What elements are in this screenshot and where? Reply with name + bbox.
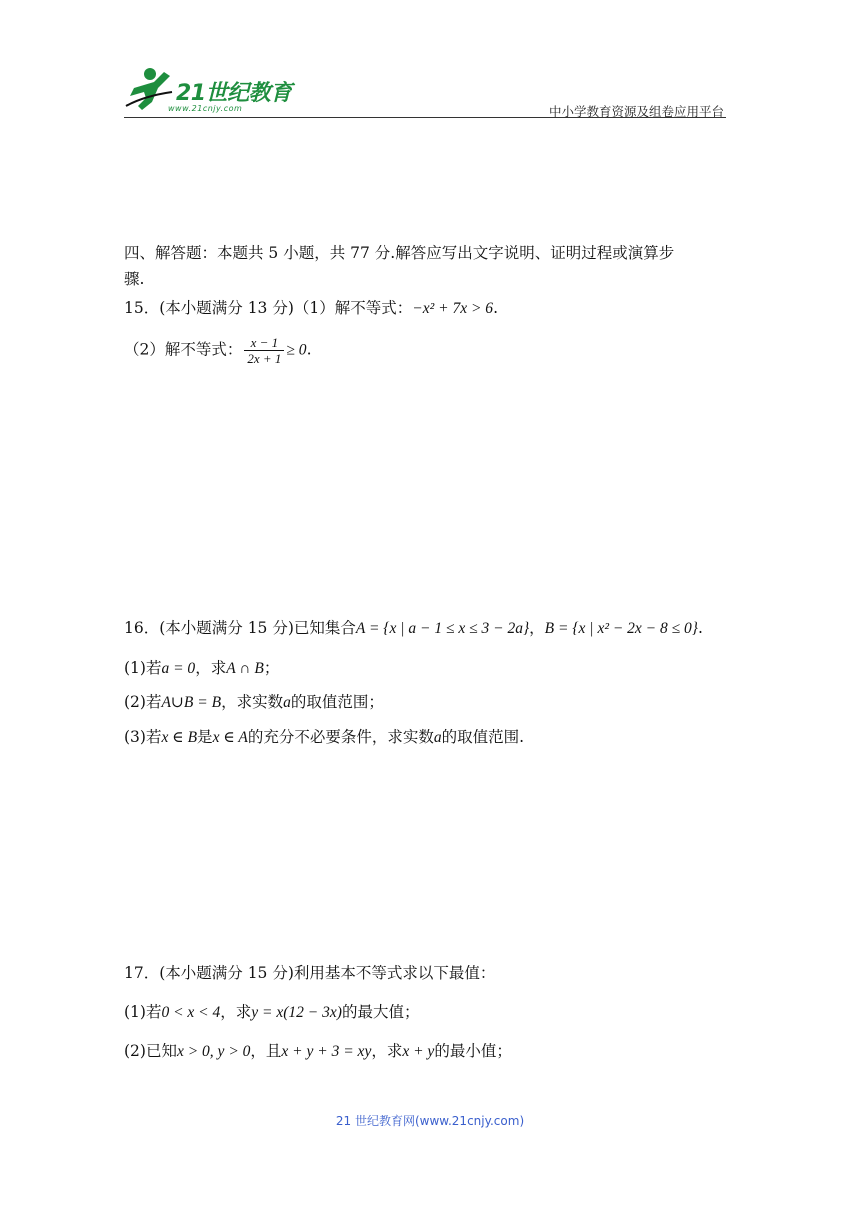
q17-p2-math3: x + y — [402, 1043, 435, 1060]
q17-p2-text2: ，且 — [250, 1042, 282, 1060]
q16-p3-math2: x ∈ A — [212, 729, 248, 746]
q16-set-b: B = {x | x² − 2x − 8 ≤ 0} — [544, 620, 698, 637]
q16-p3-var: a — [433, 729, 442, 746]
q16-p1-math2: A ∩ B — [226, 660, 264, 677]
q17-p2-text: (2)已知 — [124, 1042, 177, 1060]
q16-p2-var: a — [283, 694, 291, 711]
page-header — [124, 64, 726, 120]
q16-p3-tail: 的取值范围. — [441, 728, 525, 746]
q16-set-a: A = {x | a − 1 ≤ x ≤ 3 − 2a} — [355, 620, 530, 637]
q16-stem: 16．(本小题满分 15 分)已知集合A = {x | a − 1 ≤ x ≤ 3 − 2a}，B = {x | x² − 2x − 8 ≤ 0}. — [124, 619, 703, 637]
q17-stem: 17．(本小题满分 15 分)利用基本不等式求以下最值： — [124, 964, 496, 982]
q16-stem-text: 16．(本小题满分 15 分)已知集合 — [124, 619, 356, 637]
q16-p3-math1: x ∈ B — [161, 729, 198, 746]
q17-part2 — [124, 1040, 512, 1063]
q16-p2-text: (2)若 — [124, 693, 162, 711]
q15-part2-text: （2）解不等式： — [124, 340, 243, 359]
q16-p1-text: (1)若 — [124, 659, 162, 677]
q16-part1 — [124, 657, 279, 680]
q16-p1-text2: ，求 — [195, 659, 227, 677]
q15-part1-text: 15．(本小题满分 13 分)（1）解不等式： — [124, 299, 413, 317]
q15-fraction-numerator: x − 1 — [244, 335, 284, 351]
q15-part1-math: −x² + 7x > 6 — [412, 300, 494, 317]
q15-part2: （2）解不等式： $\frac{x - 1}{2x + 1}$ ≥ 0. — [124, 335, 312, 366]
platform-label: 中小学教育资源及组卷应用平台 — [548, 104, 724, 119]
section-title-line2: 骤. — [124, 270, 145, 288]
section-title-line1: 四、解答题：本题共 5 小题，共 77 分.解答应写出文字说明、证明过程或演算步 — [124, 244, 675, 262]
q16-p2-text2: ，求实数 — [221, 693, 284, 711]
q15-fraction-denominator: 2x + 1 — [247, 351, 282, 366]
q17-p2-text3: ，求 — [371, 1042, 403, 1060]
q17-p1-text2: ，求 — [220, 1003, 252, 1021]
footer-link[interactable]: 21 世纪教育网(www.21cnjy.com) — [335, 1114, 525, 1128]
q17-p1-text: (1)若 — [124, 1003, 162, 1021]
logo-url: www.21cnjy.com — [168, 104, 243, 113]
q17-p2-tail: 的最小值； — [434, 1042, 512, 1060]
q16-part2 — [124, 691, 384, 714]
q17-p1-math1: 0 < x < 4 — [161, 1004, 221, 1021]
q16-part3 — [124, 726, 524, 749]
q17-part1 — [124, 1001, 419, 1024]
q15-part1: 15．(本小题满分 13 分)（1）解不等式：−x² + 7x > 6. — [124, 299, 498, 317]
q15-part2-relation: ≥ 0 — [286, 341, 307, 359]
logo-text: 21世纪教育 — [176, 81, 292, 106]
q17-p2-math1: x > 0, y > 0 — [176, 1043, 251, 1060]
q16-p1-math1: a = 0 — [161, 660, 196, 677]
q17-p1-math2: y = x(12 − 3x) — [251, 1004, 342, 1021]
q17-p1-tail: 的最大值； — [341, 1003, 420, 1021]
q16-p3-text: (3)若 — [124, 728, 162, 746]
q16-p2-math: A∪B = B — [161, 694, 222, 711]
q16-p3-text3: 的充分不必要条件，求实数 — [247, 728, 434, 746]
q15-fraction — [244, 335, 284, 366]
q16-p3-text2: 是 — [197, 728, 213, 746]
q16-p1-tail: ； — [263, 659, 280, 677]
q17-p2-math2: x + y + 3 = xy — [281, 1043, 372, 1060]
q16-p2-tail: 的取值范围； — [290, 693, 384, 711]
header-rule — [124, 117, 726, 118]
